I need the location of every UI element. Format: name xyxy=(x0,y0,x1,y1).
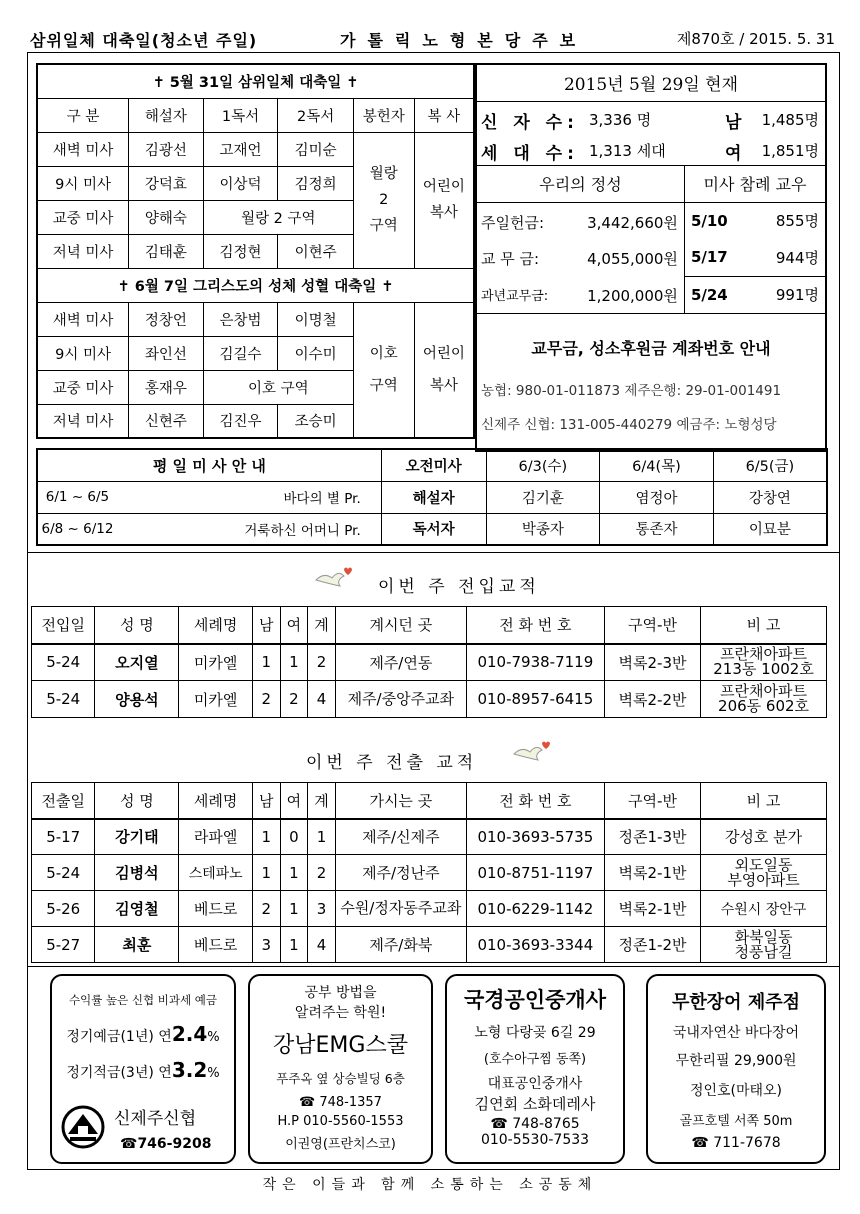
ad4-tel: ☎ 711-7678 xyxy=(691,1135,781,1151)
ad1-line1: 수익률 높은 신협 비과세 예금 xyxy=(69,993,217,1007)
name: 오지열 xyxy=(95,644,179,681)
baptism-name: 베드로 xyxy=(179,891,253,927)
baptism-name: 베드로 xyxy=(179,927,253,963)
ad3-name: 국경공인중개사 xyxy=(463,987,606,1012)
commentator: 양해숙 xyxy=(129,200,204,234)
previous-parish: 제주/연동 xyxy=(335,644,466,681)
total: 1 xyxy=(308,819,336,855)
col-header: 전 화 번 호 xyxy=(466,607,604,644)
col-header: 전 화 번 호 xyxy=(466,783,604,819)
readers-zone: 월랑 2 구역 xyxy=(203,200,353,234)
households-count: 1,313 세대 xyxy=(589,142,666,160)
date: 5-27 xyxy=(32,927,95,963)
transfer-in-table xyxy=(31,606,827,718)
commentator: 김태훈 xyxy=(129,234,204,268)
col-header: 비 고 xyxy=(701,783,827,819)
total: 2 xyxy=(308,644,336,681)
female: 1 xyxy=(280,855,308,891)
offering-row xyxy=(476,239,684,276)
zone: 벽록2-1반 xyxy=(604,891,700,927)
note xyxy=(701,644,827,681)
total: 4 xyxy=(308,681,336,718)
ad2-name: 강남EMG스쿨 xyxy=(273,1033,408,1058)
male: 2 xyxy=(252,681,280,718)
male-label: 남 xyxy=(725,112,742,133)
attendance-title: 미사 참례 교우 xyxy=(684,165,826,202)
date: 5-17 xyxy=(32,819,95,855)
dove-icon xyxy=(512,740,552,762)
name: 강기태 xyxy=(95,819,179,855)
bulletin-header xyxy=(30,28,835,50)
note-line: 프란채아파트 xyxy=(720,645,808,664)
ad-eel-restaurant xyxy=(646,974,826,1164)
ad1-rate1-value: 2.4 xyxy=(171,1022,208,1046)
believers-row xyxy=(476,101,826,133)
phone: 010-3693-3344 xyxy=(466,927,604,963)
phone: 010-7938-7119 xyxy=(466,644,604,681)
female: 1 xyxy=(280,644,308,681)
date: 5-24 xyxy=(32,644,95,681)
col-header: 성 명 xyxy=(95,783,179,819)
name: 김병석 xyxy=(95,855,179,891)
date: 5-26 xyxy=(32,891,95,927)
reader-2: 조승미 xyxy=(278,404,354,438)
server-line: 복사 xyxy=(429,377,458,394)
col-header: 세례명 xyxy=(179,783,253,819)
ad1-tel: ☎746-9208 xyxy=(120,1136,212,1152)
col-header: 복 사 xyxy=(414,98,474,132)
ad-credit-union xyxy=(50,974,236,1164)
ad3-tel2: 010-5530-7533 xyxy=(480,1132,590,1148)
col-header: 1독서 xyxy=(203,98,278,132)
male-count: 1,485명 xyxy=(761,110,819,129)
phone: 010-3693-5735 xyxy=(466,819,604,855)
note xyxy=(701,681,827,718)
male: 2 xyxy=(252,891,280,927)
ad4-person: 정인호(마태오) xyxy=(689,1083,783,1099)
ad1-rate2 xyxy=(52,1058,234,1082)
commentator: 홍재우 xyxy=(129,370,204,404)
offertory-line: 월랑 xyxy=(369,166,398,182)
note-line: 청풍남길 xyxy=(734,942,793,961)
reader-2: 이수미 xyxy=(278,336,354,370)
ad2-address: 푸주옥 옆 상승빌딩 6층 xyxy=(276,1071,405,1086)
ad4-name: 무한장어 제주점 xyxy=(672,992,800,1013)
assignee: 강창연 xyxy=(713,481,827,513)
note-line: 강성호 분가 xyxy=(724,828,803,847)
attendance-count: 991명 xyxy=(736,276,826,313)
note-line: 화북일동 xyxy=(734,927,793,946)
ad4-location: 골프호텔 서쪽 50m xyxy=(679,1114,793,1129)
ad1-name: 신제주신협 xyxy=(114,1109,197,1129)
ad2-person: 이권영(프란치스코) xyxy=(285,1137,396,1152)
offering-title: 우리의 정성 xyxy=(476,165,684,202)
mass-time: 9시 미사 xyxy=(37,166,129,200)
destination: 수원/정자동주교좌 xyxy=(335,891,466,927)
assignee: 통존자 xyxy=(600,513,714,545)
offering-row xyxy=(476,202,684,239)
col-header: 봉헌자 xyxy=(353,98,414,132)
col-header: 구 분 xyxy=(37,98,129,132)
total: 3 xyxy=(308,891,336,927)
assignee: 이묘분 xyxy=(713,513,827,545)
baptism-name: 스테파노 xyxy=(179,855,253,891)
server-line: 어린이 xyxy=(422,345,465,362)
offering-label: 교 무 금: xyxy=(481,250,540,268)
previous-parish: 제주/중앙주교좌 xyxy=(335,681,466,718)
reader-1: 고재언 xyxy=(203,132,278,166)
offering-value: 1,200,000원 xyxy=(587,287,678,305)
reader-2: 김정희 xyxy=(278,166,354,200)
liturgy-schedule-table xyxy=(36,63,475,439)
female-label: 여 xyxy=(725,144,742,164)
ad1-rate1 xyxy=(52,1022,234,1046)
reader-2: 김미순 xyxy=(278,132,354,166)
note xyxy=(701,891,827,927)
credit-union-logo xyxy=(60,1104,106,1150)
col-header: 여 xyxy=(280,783,308,819)
destination: 제주/화북 xyxy=(335,927,466,963)
account-line-2: 신제주 신협: 131-005-440279 예금주: 노형성당 xyxy=(481,416,777,433)
feast-title: 삼위일체 대축일(청소년 주일) xyxy=(30,31,258,50)
female: 0 xyxy=(280,819,308,855)
transfer-in-title: 이번 주 전입교적 xyxy=(378,577,540,597)
account-info xyxy=(476,313,826,451)
mass-time: 9시 미사 xyxy=(37,336,129,370)
divider xyxy=(27,552,840,553)
note-line: 프란채아파트 xyxy=(720,682,808,700)
mass-time: 새벽 미사 xyxy=(37,132,129,166)
believers-label: 신 자 수: xyxy=(481,112,579,133)
zone: 정존1-2반 xyxy=(604,927,700,963)
ad-realtor xyxy=(445,974,625,1164)
note-line: 206동 602호 xyxy=(718,697,810,715)
offertory-cell xyxy=(353,132,414,268)
mass-time: 교중 미사 xyxy=(37,370,129,404)
attendance-date: 5/17 xyxy=(690,248,728,267)
female: 1 xyxy=(280,927,308,963)
morning-mass-label: 오전미사 xyxy=(381,449,486,481)
phone: 010-6229-1142 xyxy=(466,891,604,927)
offertory-line: 이호 xyxy=(369,345,398,362)
attendance-count: 855명 xyxy=(775,212,819,231)
commentator: 김광선 xyxy=(129,132,204,166)
attendance-date: 5/10 xyxy=(690,211,728,230)
female-count: 1,851명 xyxy=(761,142,819,160)
ad1-rate1-unit: % xyxy=(207,1030,220,1045)
ad1-rate2-value: 3.2 xyxy=(171,1058,208,1082)
period: 6/8 ~ 6/12 xyxy=(37,513,117,545)
reader-2: 이현주 xyxy=(278,234,354,268)
assignee: 염정아 xyxy=(600,481,714,513)
note-line: 213동 1002호 xyxy=(713,660,814,679)
ad4-line2: 무한리필 29,900원 xyxy=(675,1053,797,1069)
male: 3 xyxy=(252,927,280,963)
baptism-name: 미카엘 xyxy=(179,681,253,718)
note-line: 외도일동 xyxy=(734,855,793,874)
ad3-tel1: ☎ 748-8765 xyxy=(490,1116,580,1132)
mass-time: 저녁 미사 xyxy=(37,404,129,438)
col-header: 구역-반 xyxy=(604,783,700,819)
weekday-mass-table xyxy=(36,448,828,546)
male: 1 xyxy=(252,855,280,891)
dove-icon xyxy=(314,566,354,588)
weekday-title: 평 일 미 사 안 내 xyxy=(37,449,381,481)
weekday-date: 6/5(금) xyxy=(713,449,827,481)
assignee: 박종자 xyxy=(486,513,600,545)
female: 2 xyxy=(280,681,308,718)
reader-1: 김길수 xyxy=(203,336,278,370)
col-header: 계 xyxy=(308,783,336,819)
ad2-tel: ☎ 748-1357 xyxy=(299,1095,382,1110)
reader-1: 김정현 xyxy=(203,234,278,268)
commentator: 좌인선 xyxy=(129,336,204,370)
divider xyxy=(27,966,840,967)
schedule-title-2: ✝ 6월 7일 그리스도의 성체 성혈 대축일 ✝ xyxy=(37,268,474,302)
legion-group: 거룩하신 어머니 Pr. xyxy=(117,513,381,545)
col-header: 2독서 xyxy=(278,98,354,132)
ad-academy xyxy=(248,974,433,1164)
note-line: 부영아파트 xyxy=(727,870,800,889)
col-header: 여 xyxy=(280,607,308,644)
col-header: 남 xyxy=(252,607,280,644)
col-header: 구역-반 xyxy=(604,607,700,644)
transfer-out-title: 이번 주 전출 교적 xyxy=(306,753,478,773)
role-label: 해설자 xyxy=(381,481,486,513)
households-row xyxy=(476,133,826,165)
baptism-name: 라파엘 xyxy=(179,819,253,855)
ad1-rate2-unit: % xyxy=(207,1066,220,1081)
total: 4 xyxy=(308,927,336,963)
offertory-line: 구역 xyxy=(369,377,398,394)
reader-1: 은창범 xyxy=(203,302,278,336)
account-line-1: 농협: 980-01-011873 제주은행: 29-01-001491 xyxy=(481,382,782,399)
footer-slogan: 작은 이들과 함께 소통하는 소공동체 xyxy=(262,1177,598,1193)
destination: 제주/정난주 xyxy=(335,855,466,891)
offering-label: 주일헌금: xyxy=(481,213,545,232)
destination: 제주/신제주 xyxy=(335,819,466,855)
zone: 벽록2-2반 xyxy=(604,681,700,718)
weekday-date: 6/4(목) xyxy=(600,449,714,481)
reader-1: 김진우 xyxy=(203,404,278,438)
reader-2: 이명철 xyxy=(278,302,354,336)
female: 1 xyxy=(280,891,308,927)
male: 1 xyxy=(252,644,280,681)
legion-group: 바다의 별 Pr. xyxy=(117,481,381,513)
date: 5-24 xyxy=(32,681,95,718)
believers-count: 3,336 명 xyxy=(589,110,652,129)
ad1-rate2-label: 정기적금(3년) 연 xyxy=(66,1065,172,1081)
server-line: 복사 xyxy=(429,205,458,221)
ad1-rate1-label: 정기예금(1년) 연 xyxy=(66,1029,172,1045)
ad2-hp: H.P 010-5560-1553 xyxy=(277,1114,404,1129)
households-label: 세 대 수: xyxy=(481,144,579,164)
offertory-line: 2 xyxy=(379,192,389,208)
note-line: 수원시 장안구 xyxy=(720,901,807,918)
ads-section xyxy=(46,974,836,1164)
mass-time: 교중 미사 xyxy=(37,200,129,234)
schedule-title-1: ✝ 5월 31일 삼위일체 대축일 ✝ xyxy=(37,64,474,98)
reader-1: 이상덕 xyxy=(203,166,278,200)
ad3-person: 김연회 소화데레사 xyxy=(474,1095,596,1113)
zone: 벽록2-3반 xyxy=(604,644,700,681)
bulletin-title: 가톨릭노형본당주보 xyxy=(340,31,588,50)
col-header: 계시던 곳 xyxy=(335,607,466,644)
issue-number: 제870호 / 2015. 5. 31 xyxy=(676,30,835,48)
mass-time: 저녁 미사 xyxy=(37,234,129,268)
ad3-near: (호수아구찜 동쪽) xyxy=(483,1052,587,1067)
col-header: 남 xyxy=(252,783,280,819)
col-header: 전입일 xyxy=(32,607,95,644)
col-header: 전출일 xyxy=(32,783,95,819)
total: 2 xyxy=(308,855,336,891)
col-header: 성 명 xyxy=(95,607,179,644)
commentator: 강덕효 xyxy=(129,166,204,200)
offering-label: 과년교무금: xyxy=(481,289,549,304)
col-header: 가시는 곳 xyxy=(335,783,466,819)
transfer-out-table xyxy=(31,782,827,963)
attendance-count: 944명 xyxy=(775,248,819,267)
col-header: 계 xyxy=(308,607,336,644)
commentator: 정창언 xyxy=(129,302,204,336)
offertory-line: 구역 xyxy=(369,218,398,234)
name: 김영철 xyxy=(95,891,179,927)
server-cell xyxy=(414,302,474,438)
note xyxy=(701,819,827,855)
note xyxy=(701,927,827,963)
mass-time: 새벽 미사 xyxy=(37,302,129,336)
parish-stats-table xyxy=(475,63,827,452)
assignee: 김기훈 xyxy=(486,481,600,513)
col-header: 해설자 xyxy=(129,98,204,132)
zone: 벽록2-1반 xyxy=(604,855,700,891)
readers-zone: 이호 구역 xyxy=(203,370,353,404)
ad2-line1: 공부 방법을 xyxy=(304,985,377,1001)
period: 6/1 ~ 6/5 xyxy=(37,481,117,513)
server-cell xyxy=(414,132,474,268)
zone: 정존1-3반 xyxy=(604,819,700,855)
ad3-address: 노형 다랑곶 6길 29 xyxy=(474,1025,596,1041)
baptism-name: 미카엘 xyxy=(179,644,253,681)
col-header: 세례명 xyxy=(179,607,253,644)
ad4-line1: 국내자연산 바다장어 xyxy=(672,1025,800,1041)
offertory-cell xyxy=(353,302,414,438)
account-title: 교무금, 성소후원금 계좌번호 안내 xyxy=(531,338,771,358)
attendance-date: 5/24 xyxy=(684,276,736,313)
ad2-line2: 알려주는 학원! xyxy=(294,1005,387,1021)
note xyxy=(701,855,827,891)
male: 1 xyxy=(252,819,280,855)
offering-value: 4,055,000원 xyxy=(587,250,678,268)
server-line: 어린이 xyxy=(422,179,465,195)
stats-date: 2015년 5월 29일 현재 xyxy=(476,64,826,101)
commentator: 신현주 xyxy=(129,404,204,438)
name: 최훈 xyxy=(95,927,179,963)
offering-row xyxy=(476,276,684,313)
date: 5-24 xyxy=(32,855,95,891)
weekday-date: 6/3(수) xyxy=(486,449,600,481)
ad3-role: 대표공인중개사 xyxy=(487,1076,583,1092)
name: 양용석 xyxy=(95,681,179,718)
phone: 010-8751-1197 xyxy=(466,855,604,891)
col-header: 비 고 xyxy=(701,607,827,644)
offering-value: 3,442,660원 xyxy=(587,213,678,232)
phone: 010-8957-6415 xyxy=(466,681,604,718)
role-label: 독서자 xyxy=(381,513,486,545)
